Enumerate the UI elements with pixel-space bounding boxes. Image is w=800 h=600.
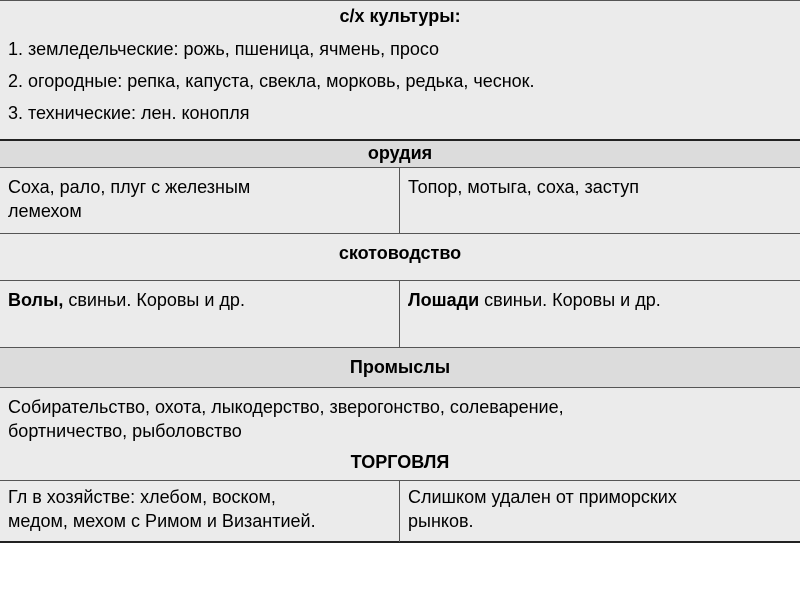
table-divider xyxy=(0,233,800,234)
crops-row xyxy=(0,0,800,140)
livestock-left-cell xyxy=(0,288,398,312)
tools-header-row xyxy=(0,140,800,167)
trade-title: ТОРГОВЛЯ xyxy=(350,452,450,472)
livestock-row xyxy=(0,280,800,347)
tools-right-cell xyxy=(400,175,800,199)
tools-row xyxy=(0,167,800,233)
livestock-left-text xyxy=(8,288,390,312)
trade-right-line-1: Слишком удален от приморских xyxy=(408,487,677,507)
crafts-text xyxy=(0,395,800,443)
table-border-bottom xyxy=(0,541,800,543)
crafts-row xyxy=(0,387,800,480)
crafts-line-2: бортничество, рыболовство xyxy=(8,421,242,441)
table-border-top xyxy=(0,0,800,1)
trade-left-line-1: Гл в хозяйстве: хлебом, воском, xyxy=(8,487,276,507)
crafts-line-1: Собирательство, охота, лыкодерство, зверогонство, солеварение, xyxy=(8,397,564,417)
table-divider xyxy=(0,139,800,141)
tools-left-cell xyxy=(0,175,398,223)
trade-row xyxy=(0,480,800,542)
table-divider xyxy=(0,167,800,168)
crops-list xyxy=(0,37,800,125)
crafts-title: Промыслы xyxy=(349,357,451,377)
table-divider xyxy=(0,387,800,388)
livestock-right-cell xyxy=(400,288,800,312)
livestock-right-rest: свиньи. Коровы и др. xyxy=(479,290,661,310)
tools-left-line-1: Соха, рало, плуг с железным xyxy=(8,177,251,197)
crops-title: с/х культуры: xyxy=(339,6,461,26)
crops-item-3: 3. технические: лен. конопля xyxy=(8,103,250,123)
livestock-right-text xyxy=(408,288,792,312)
table-divider xyxy=(0,280,800,281)
trade-right-line-2: рынков. xyxy=(408,511,474,531)
livestock-header-row xyxy=(0,233,800,280)
crops-item-2: 2. огородные: репка, капуста, свекла, морковь, редька, чеснок. xyxy=(8,71,535,91)
trade-right-cell xyxy=(400,485,800,533)
livestock-title: скотоводство xyxy=(338,243,462,263)
trade-left-line-2: медом, мехом с Римом и Византией. xyxy=(8,511,316,531)
tools-title: орудия xyxy=(367,143,433,163)
column-divider xyxy=(399,167,400,233)
column-divider xyxy=(399,480,400,542)
table-divider xyxy=(0,480,800,481)
table-divider xyxy=(0,347,800,348)
trade-left-cell xyxy=(0,485,398,533)
livestock-left-rest: свиньи. Коровы и др. xyxy=(63,290,245,310)
column-divider xyxy=(399,280,400,347)
crops-item-1: 1. земледельческие: рожь, пшеница, ячмень, просо xyxy=(8,39,440,59)
livestock-right-bold: Лошади xyxy=(408,290,480,310)
crafts-header-row xyxy=(0,347,800,387)
tools-left-line-2: лемехом xyxy=(8,201,82,221)
livestock-left-bold: Волы, xyxy=(8,290,64,310)
tools-right-line-1: Топор, мотыга, соха, заступ xyxy=(408,177,640,197)
